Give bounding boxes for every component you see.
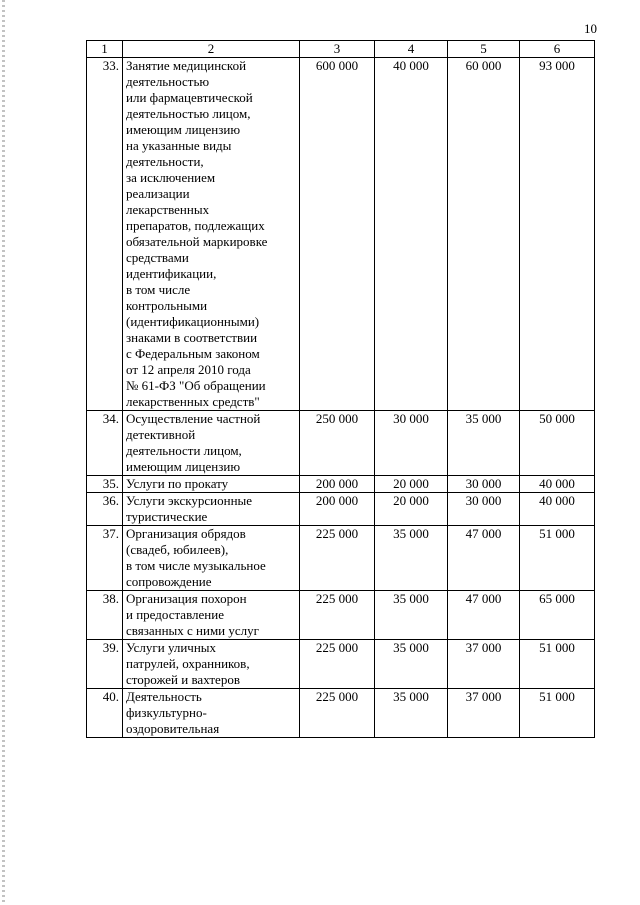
column-header-2: 2 — [123, 41, 300, 58]
value-col-4: 35 000 — [375, 526, 448, 591]
page-number: 10 — [584, 21, 597, 36]
header-row — [87, 41, 595, 58]
table-row — [87, 58, 595, 411]
value-col-4: 30 000 — [375, 411, 448, 476]
value-col-3: 225 000 — [300, 591, 375, 640]
value-col-4: 35 000 — [375, 689, 448, 738]
activity-description: Деятельность физкультурно- оздоровительная — [123, 689, 300, 738]
value-col-6: 40 000 — [520, 476, 595, 493]
value-col-6: 93 000 — [520, 58, 595, 411]
value-col-4: 35 000 — [375, 591, 448, 640]
column-header-1: 1 — [87, 41, 123, 58]
value-col-3: 225 000 — [300, 689, 375, 738]
value-col-6: 50 000 — [520, 411, 595, 476]
table-row — [87, 411, 595, 476]
column-header-4: 4 — [375, 41, 448, 58]
value-col-6: 40 000 — [520, 493, 595, 526]
table-row — [87, 591, 595, 640]
value-col-6: 51 000 — [520, 640, 595, 689]
value-col-3: 250 000 — [300, 411, 375, 476]
value-col-5: 47 000 — [448, 526, 520, 591]
row-number: 33. — [87, 58, 123, 411]
value-col-5: 60 000 — [448, 58, 520, 411]
activity-description: Осуществление частной детективной деятельности лицом, имеющим лицензию — [123, 411, 300, 476]
value-col-4: 20 000 — [375, 493, 448, 526]
activity-description: Услуги уличных патрулей, охранников, сторожей и вахтеров — [123, 640, 300, 689]
value-col-5: 37 000 — [448, 689, 520, 738]
table-row — [87, 526, 595, 591]
table-row — [87, 476, 595, 493]
value-col-4: 40 000 — [375, 58, 448, 411]
value-col-3: 200 000 — [300, 493, 375, 526]
activity-description: Организация обрядов (свадеб, юбилеев), в том числе музыкальное сопровождение — [123, 526, 300, 591]
value-col-5: 30 000 — [448, 493, 520, 526]
value-col-3: 225 000 — [300, 526, 375, 591]
row-number: 35. — [87, 476, 123, 493]
value-col-6: 51 000 — [520, 689, 595, 738]
table-row — [87, 689, 595, 738]
value-col-4: 20 000 — [375, 476, 448, 493]
fee-table — [86, 40, 595, 738]
row-number: 39. — [87, 640, 123, 689]
value-col-5: 37 000 — [448, 640, 520, 689]
column-header-3: 3 — [300, 41, 375, 58]
row-number: 37. — [87, 526, 123, 591]
value-col-6: 65 000 — [520, 591, 595, 640]
value-col-5: 47 000 — [448, 591, 520, 640]
row-number: 34. — [87, 411, 123, 476]
column-header-6: 6 — [520, 41, 595, 58]
activity-description: Услуги по прокату — [123, 476, 300, 493]
value-col-5: 35 000 — [448, 411, 520, 476]
value-col-3: 200 000 — [300, 476, 375, 493]
table-row — [87, 640, 595, 689]
scan-binding-edge — [2, 0, 5, 905]
value-col-6: 51 000 — [520, 526, 595, 591]
row-number: 36. — [87, 493, 123, 526]
value-col-5: 30 000 — [448, 476, 520, 493]
row-number: 40. — [87, 689, 123, 738]
activity-description: Занятие медицинской деятельностью или фармацевтической деятельностью лицом, имеющим лицензию на указанные виды деятельности, за исключением реализации лекарственных препаратов, подлежащих обязательной маркировке средствами идентификации, в том числе контрольными (идентификационными) знаками в соответствии с Федеральным законом от 12 апреля 2010 года № 61-ФЗ "Об обращении лекарственных средств" — [123, 58, 300, 411]
row-number: 38. — [87, 591, 123, 640]
value-col-4: 35 000 — [375, 640, 448, 689]
activity-description: Услуги экскурсионные туристические — [123, 493, 300, 526]
value-col-3: 600 000 — [300, 58, 375, 411]
column-header-5: 5 — [448, 41, 520, 58]
value-col-3: 225 000 — [300, 640, 375, 689]
activity-description: Организация похорон и предоставление связанных с ними услуг — [123, 591, 300, 640]
table-row — [87, 493, 595, 526]
